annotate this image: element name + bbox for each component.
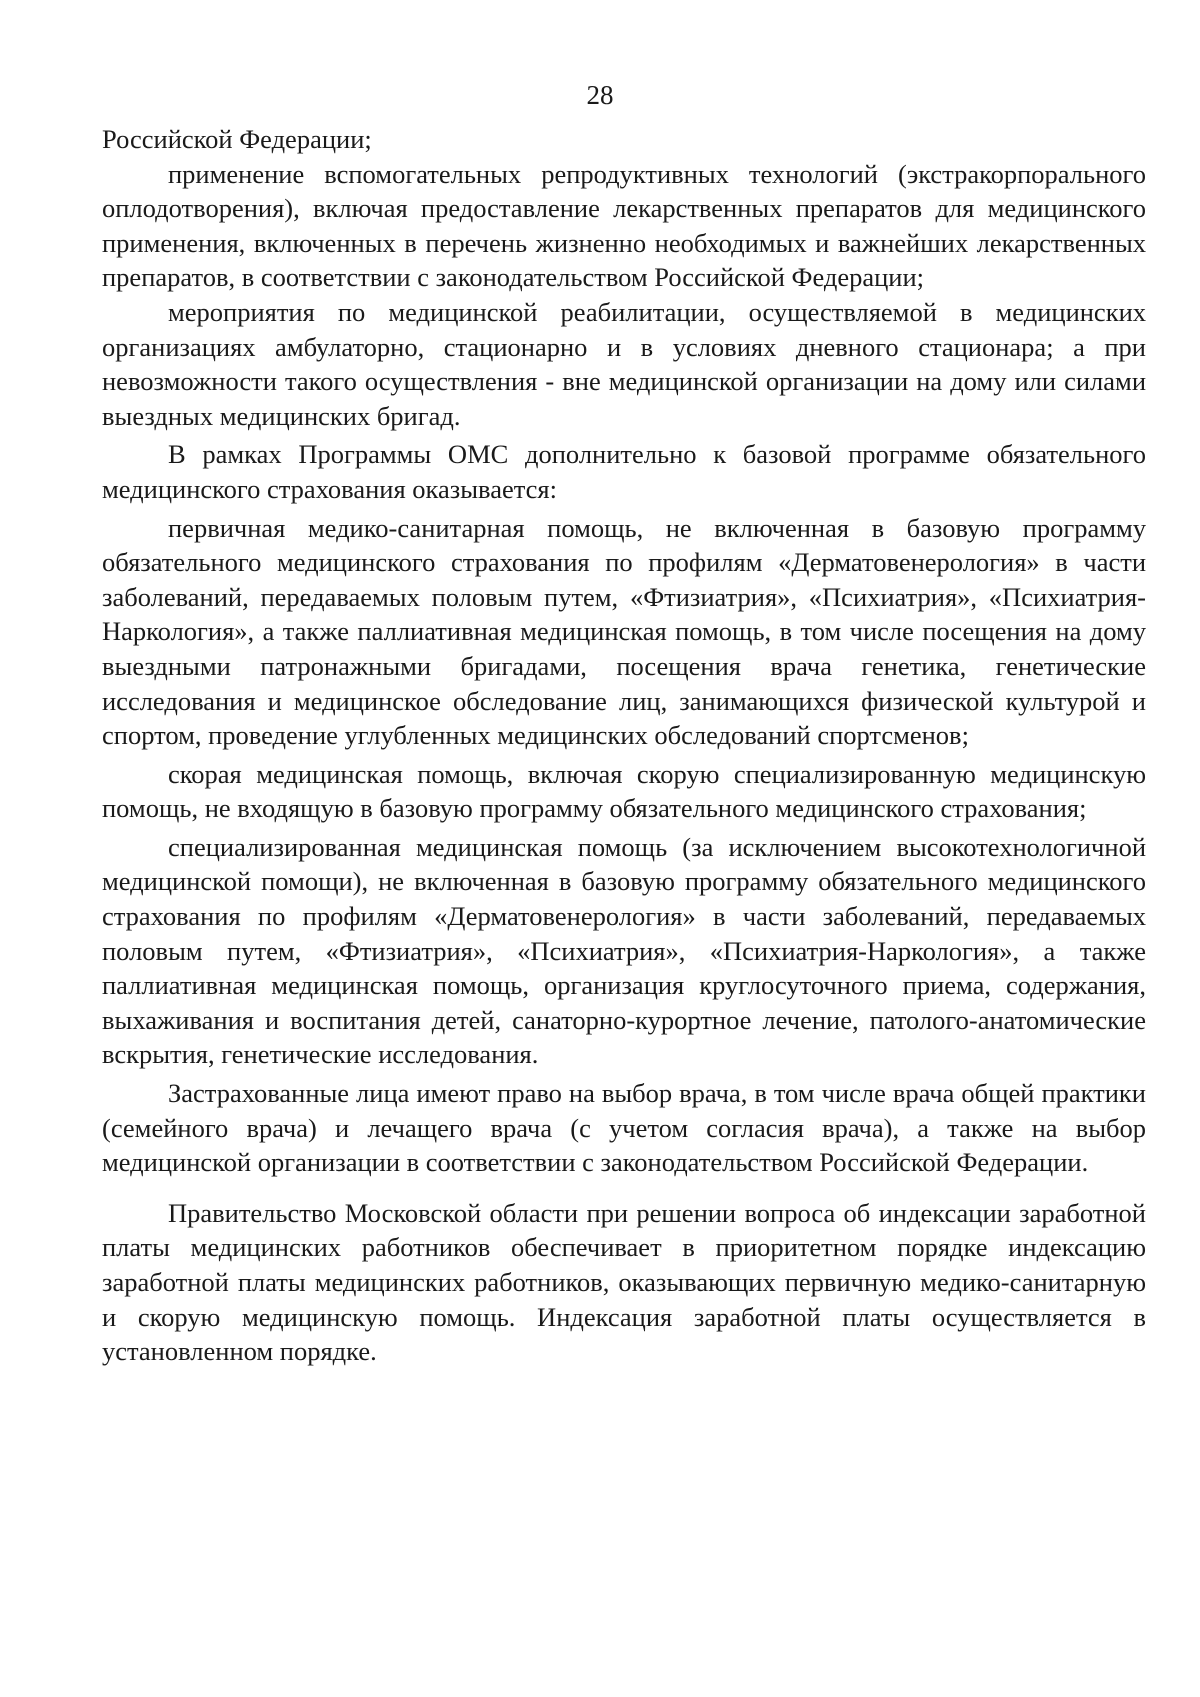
page-number: 28: [586, 80, 614, 110]
paragraph-oms-program-intro: В рамках Программы ОМС дополнительно к базовой программе обязательного медицинского страхования оказывается:: [102, 439, 1146, 504]
paragraph-choice-of-doctor: Застрахованные лица имеют право на выбор врача, в том числе врача общей практики (семейного врача) и лечащего врача (с учетом согласия врача), а также на выбор медицинской организации в соответствии с законодательством Российской Федерации.: [102, 1078, 1146, 1178]
document-body: [102, 122, 1146, 1369]
paragraph-rehabilitation: мероприятия по медицинской реабилитации, осуществляемой в медицинских организациях амбулаторно, стационарно и в условиях дневного стационара; а при невозможности такого осуществления - вне медицинской организации на дому или силами выездных медицинских бригад.: [102, 296, 1146, 431]
paragraph-continuation: Российской Федерации;: [102, 124, 372, 154]
paragraph-emergency-care: скорая медицинская помощь, включая скорую специализированную медицинскую помощь, не входящую в базовую программу обязательного медицинского страхования;: [102, 758, 1146, 824]
paragraph-art-technologies: применение вспомогательных репродуктивных технологий (экстракорпорального оплодотворения), включая предоставление лекарственных препаратов для медицинского применения, включенных в перечень жизненно необходимых и важнейших лекарственных препаратов, в соответствии с законодательством Российской Федерации;: [102, 158, 1146, 293]
paragraph-salary-indexation: Правительство Московской области при решении вопроса об индексации заработной платы медицинских работников обеспечивает в приоритетном порядке индексацию заработной платы медицинских работников, оказывающих первичную медико-санитарную и скорую медицинскую помощь. Индексация заработной платы осуществляется в установленном порядке.: [102, 1197, 1146, 1367]
paragraph-specialized-care: специализированная медицинская помощь (за исключением высокотехнологичной медицинской помощи), не включенная в базовую программу обязательного медицинского страхования по профилям «Дерматовенерология» в части заболеваний, передаваемых половым путем, «Фтизиатрия», «Психиатрия», «Психиатрия-Наркология», а также паллиативная медицинская помощь, организация круглосуточного приема, содержания, выхаживания и воспитания детей, санаторно-курортное лечение, патолого-анатомические вскрытия, генетические исследования.: [102, 831, 1146, 1070]
paragraph-primary-care: первичная медико-санитарная помощь, не включенная в базовую программу обязательного медицинского страхования по профилям «Дерматовенерология» в части заболеваний, передаваемых половым путем, «Фтизиатрия», «Психиатрия», «Психиатрия-Наркология», а также паллиативная медицинская помощь, в том числе посещения на дому выездными патронажными бригадами, посещения врача генетика, генетические исследования и медицинское обследование лиц, занимающихся физической культурой и спортом, проведение углубленных медицинских обследований спортсменов;: [102, 512, 1146, 751]
